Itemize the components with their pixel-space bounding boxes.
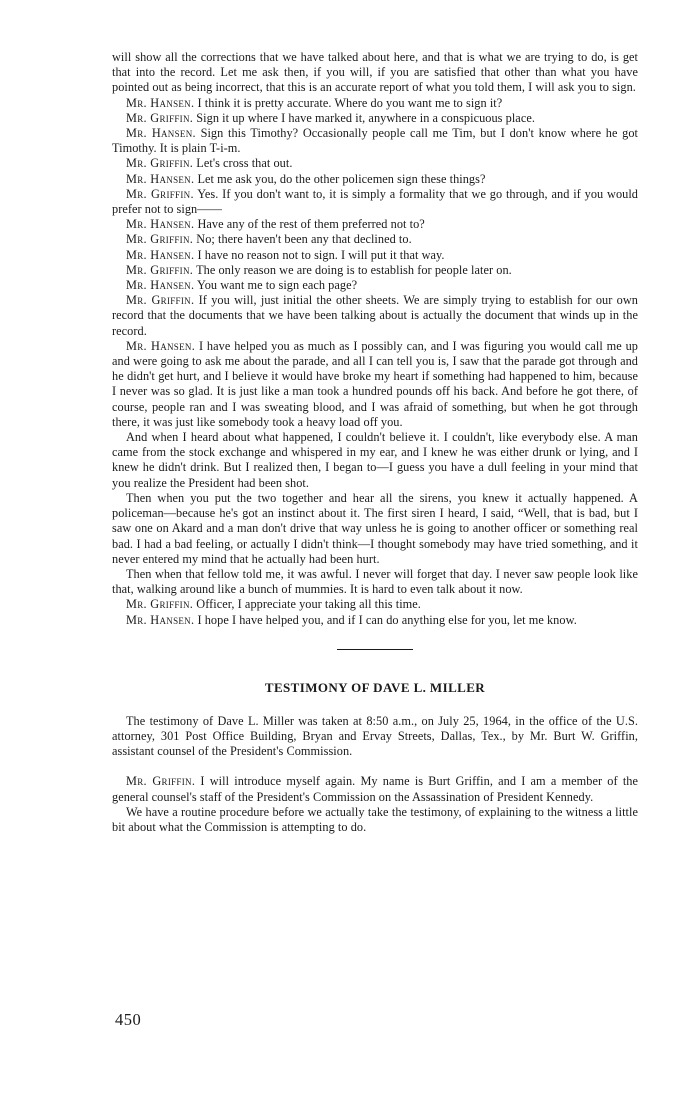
paragraph-text: We have a routine procedure before we actually take the testimony, of explaining to the witness a little bit about what the Commission is attempting to do. bbox=[112, 804, 638, 834]
paragraph bbox=[112, 111, 638, 126]
paragraph-gap bbox=[112, 759, 638, 774]
paragraph-text: You want me to sign each page? bbox=[197, 278, 358, 293]
paragraph bbox=[112, 293, 638, 339]
paragraph bbox=[112, 805, 638, 835]
speaker-label: Mr. Hansen. bbox=[126, 217, 195, 232]
paragraph-text: Yes. If you don't want to, it is simply a formality that we go through, and if you would prefer not to sign—— bbox=[112, 186, 639, 217]
paragraph-text: will show all the corrections that we have talked about here, and that is what we are trying to do, is get that into the record. Let me ask then, if you will, if you are satisfied that other than what you have pointed out as being incorrect, that this is an accurate report of what you told them, I will ask you to sign. bbox=[112, 50, 638, 95]
speaker-label: Mr. Hansen. bbox=[126, 278, 195, 293]
paragraph bbox=[112, 613, 638, 628]
paragraph bbox=[112, 156, 638, 171]
testimony-body bbox=[112, 774, 638, 835]
speaker-label: Mr. Hansen. bbox=[126, 247, 195, 262]
document-page bbox=[112, 50, 638, 835]
paragraph-text: The only reason we are doing is to establish for people later on. bbox=[196, 262, 512, 277]
speaker-label: Mr. Griffin. bbox=[126, 186, 194, 201]
paragraph-text: I have helped you as much as I possibly can, and I was figuring you would call me up and were going to ask me about the parade, and all I can tell you is, I saw that the parade got through and he didn't get hurt, and I believe it would have broke my heart if something had happened to him, because I never was so glad. It is just like a man took a hundred pounds off his back. And before he got there, of course, people ran and I was sweating blood, and I was afraid of something, but when he got through there, it was just like somebody took a heavy load off you. bbox=[112, 338, 639, 429]
paragraph bbox=[112, 187, 638, 217]
paragraph bbox=[112, 278, 638, 293]
speaker-label: Mr. Griffin. bbox=[126, 293, 195, 308]
paragraph bbox=[112, 567, 638, 597]
paragraph-text: And when I heard about what happened, I couldn't believe it. I couldn't, like everybody else. A man came from the stock exchange and whispered in my ear, and I knew he was either drunk or lying, and I knew he didn't drink. But I realized then, I began to—I guess you have a dull feeling in your mind that you realize the President had been shot. bbox=[112, 430, 638, 490]
paragraph-text: Then when that fellow told me, it was awful. I never will forget that day. I never saw people look like that, walking around like a bunch of mummies. It is hard to even talk about it now. bbox=[112, 566, 638, 597]
paragraph bbox=[112, 430, 638, 491]
paragraph-text: Have any of the rest of them preferred not to? bbox=[197, 217, 425, 232]
speaker-label: Mr. Hansen. bbox=[126, 338, 196, 353]
paragraph-text: Let's cross that out. bbox=[196, 156, 293, 171]
speaker-label: Mr. Griffin. bbox=[126, 597, 194, 612]
paragraph bbox=[112, 248, 638, 263]
paragraph-text: I will introduce myself again. My name is Burt Griffin, and I am a member of the general counsel's staff of the President's Commission on the Assassination of President Kennedy. bbox=[112, 774, 639, 804]
paragraph-text: Officer, I appreciate your taking all this time. bbox=[196, 597, 421, 612]
paragraph bbox=[112, 491, 638, 567]
paragraph-text: I have no reason not to sign. I will put it that way. bbox=[197, 247, 445, 262]
paragraph-text: Sign it up where I have marked it, anywhere in a conspicuous place. bbox=[196, 110, 535, 125]
speaker-label: Mr. Griffin. bbox=[126, 156, 194, 171]
paragraph bbox=[112, 217, 638, 232]
paragraph-text: No; there haven't been any that declined to. bbox=[196, 232, 412, 247]
paragraph-text: Let me ask you, do the other policemen sign these things? bbox=[197, 171, 486, 186]
paragraph-text: I hope I have helped you, and if I can do anything else for you, let me know. bbox=[197, 612, 577, 627]
paragraph bbox=[112, 50, 638, 96]
paragraph-text: I think it is pretty accurate. Where do you want me to sign it? bbox=[197, 95, 503, 110]
section-divider bbox=[337, 649, 413, 650]
paragraph bbox=[112, 126, 638, 156]
intro-paragraph: The testimony of Dave L. Miller was taken at 8:50 a.m., on July 25, 1964, in the office of the U.S. attorney, 301 Post Office Building, Bryan and Ervay Streets, Dallas, Tex., by Mr. Burt W. Griffin, assistant counsel of the President's Commission. bbox=[112, 713, 638, 759]
speaker-label: Mr. Griffin. bbox=[126, 110, 194, 125]
speaker-label: Mr. Hansen. bbox=[126, 126, 196, 141]
continued-testimony bbox=[112, 50, 638, 628]
paragraph bbox=[112, 172, 638, 187]
page-number: 450 bbox=[115, 1010, 142, 1029]
speaker-label: Mr. Griffin. bbox=[126, 774, 196, 789]
paragraph bbox=[112, 339, 638, 430]
paragraph bbox=[112, 597, 638, 612]
speaker-label: Mr. Hansen. bbox=[126, 612, 195, 627]
speaker-label: Mr. Hansen. bbox=[126, 171, 195, 186]
paragraph-text: Then when you put the two together and hear all the sirens, you knew it actually happened. A policeman—because he's got an instinct about it. The first siren I heard, I said, “Well, that is bad, but I saw one on Akard and a man don't drive that way unless he is going to another officer or something real bad. I had a bad feeling, or actually I didn't think—I thought somebody may have tried something, and it never entered my mind that he actually had been hurt. bbox=[112, 490, 638, 566]
paragraph bbox=[112, 263, 638, 278]
paragraph-text: Sign this Timothy? Occasionally people call me Tim, but I don't know where he got Timothy. It is plain T-i-m. bbox=[112, 126, 638, 156]
speaker-label: Mr. Griffin. bbox=[126, 262, 194, 277]
section-title: TESTIMONY OF DAVE L. MILLER bbox=[264, 679, 486, 695]
speaker-label: Mr. Griffin. bbox=[126, 232, 194, 247]
paragraph bbox=[112, 774, 638, 804]
paragraph bbox=[112, 232, 638, 247]
paragraph-text: If you will, just initial the other sheets. We are simply trying to establish for our own record that the documents that we have been talking about is actually the document that winds up in the record. bbox=[112, 293, 639, 338]
paragraph bbox=[112, 96, 638, 111]
speaker-label: Mr. Hansen. bbox=[126, 95, 195, 110]
